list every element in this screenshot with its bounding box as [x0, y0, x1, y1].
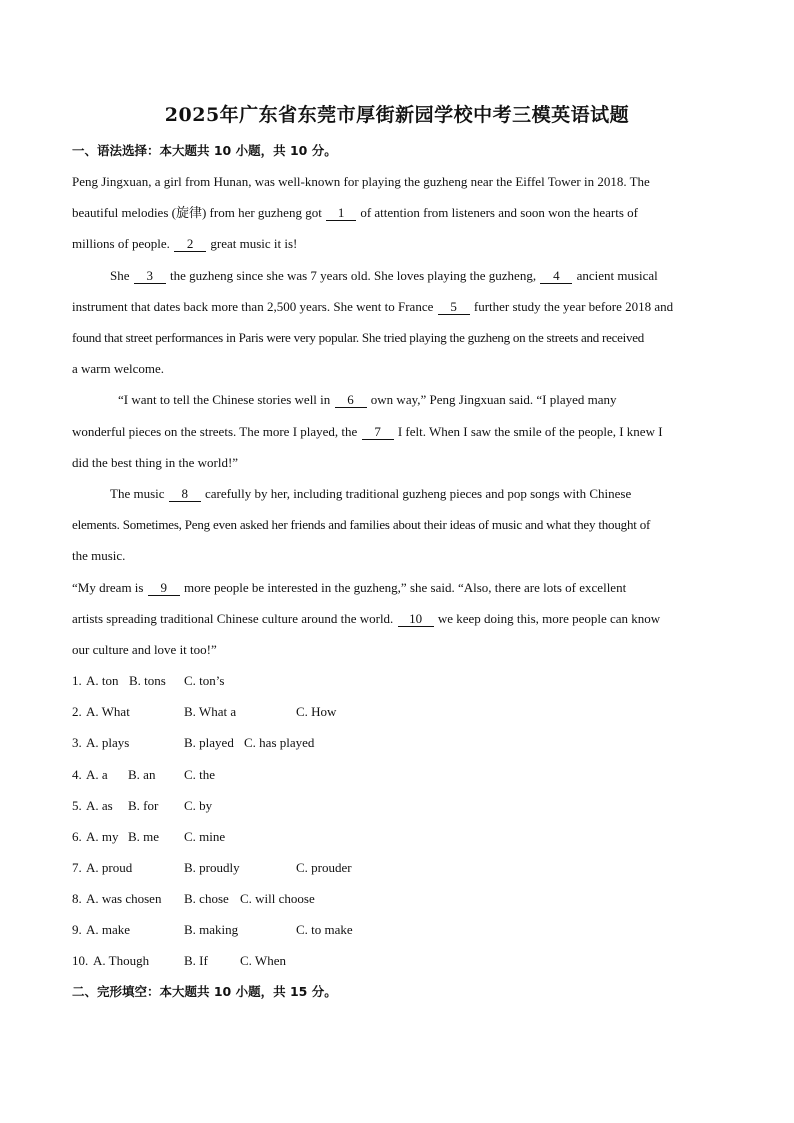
option-c: C. by [184, 797, 213, 813]
option-c: C. How [296, 704, 337, 720]
passage-text: ancient musical [576, 267, 658, 283]
question-number: 1. [72, 673, 82, 689]
option-a: A. proud [86, 859, 133, 875]
passage-text: found that street performances in Paris were very popular. She tried playing the guzheng on the streets and received [72, 330, 645, 346]
option-c: C. the [184, 766, 216, 782]
option-a: A. Though [93, 953, 150, 969]
blank-6: 6 [335, 393, 367, 408]
blank-3: 3 [134, 269, 166, 284]
passage-text: we keep doing this, more people can know [437, 610, 661, 626]
passage-text: the guzheng since she was 7 years old. She loves playing the guzheng, [170, 267, 537, 283]
passage-line [72, 540, 722, 571]
option-b: B. for [128, 797, 159, 813]
passage-text: more people be interested in the guzheng,” she said. “Also, there are lots of excellent [183, 579, 627, 595]
question-item [72, 696, 722, 727]
blank-7: 7 [362, 425, 394, 440]
passage-text: of attention from listeners and soon won the hearts of [360, 205, 638, 221]
section-heading-grammar: 一、语法选择：本大题共 10 小题，共 10 分。 [72, 143, 337, 158]
passage-line [72, 322, 722, 353]
question-list [72, 665, 722, 976]
passage [72, 166, 722, 665]
question-number: 3. [72, 735, 82, 751]
passage-text: the music. [72, 548, 126, 564]
question-item [72, 821, 722, 852]
option-a: A. as [86, 797, 113, 813]
option-b: B. tons [129, 673, 166, 689]
option-c: C. prouder [296, 859, 352, 875]
passage-line [72, 384, 722, 415]
question-number: 5. [72, 797, 82, 813]
question-item [72, 945, 722, 976]
section-heading-cloze: 二、完形填空：本大题共 10 小题，共 15 分。 [72, 984, 337, 1000]
blank-5: 5 [438, 300, 470, 315]
passage-text: a warm welcome. [72, 361, 165, 377]
blank-10: 10 [398, 612, 434, 627]
option-a: A. was chosen [86, 890, 162, 906]
blank-4: 4 [540, 269, 572, 284]
passage-text: our culture and love it too!” [72, 642, 217, 658]
passage-text: own way,” Peng Jingxuan said. “I played many [370, 392, 617, 408]
question-number: 2. [72, 704, 82, 720]
option-c: C. will choose [240, 890, 315, 906]
passage-text: The music [110, 486, 165, 502]
option-b: B. an [128, 766, 156, 782]
passage-line [72, 509, 722, 540]
option-a: A. ton [86, 673, 119, 689]
question-item [72, 665, 722, 696]
passage-text: great music it is! [210, 236, 298, 252]
passage-line [72, 197, 722, 228]
question-number: 6. [72, 828, 82, 844]
passage-line [72, 260, 722, 291]
question-number: 9. [72, 922, 82, 937]
option-b: B. making [184, 922, 239, 937]
question-number: 4. [72, 766, 82, 782]
passage-text: millions of people. [72, 236, 170, 252]
option-a: A. my [86, 828, 119, 844]
passage-line [72, 166, 722, 197]
question-number: 7. [72, 859, 82, 875]
question-number: 8. [72, 890, 82, 906]
exam-page [72, 100, 722, 1007]
question-item [72, 883, 722, 914]
passage-text: “My dream is [72, 579, 144, 595]
passage-line [72, 603, 722, 634]
passage-line [72, 228, 722, 259]
option-c: C. mine [184, 828, 226, 844]
option-b: B. me [128, 828, 160, 844]
option-a: A. What [86, 704, 130, 720]
option-c: C. has played [244, 735, 315, 751]
passage-text: Peng Jingxuan, a girl from Hunan, was well-known for playing the guzheng near the Eiffel Tower in 2018. The [72, 174, 650, 189]
passage-text: carefully by her, including traditional guzheng pieces and pop songs with Chinese [205, 486, 632, 502]
option-b: B. played [184, 735, 234, 751]
question-item [72, 852, 722, 883]
option-b: B. chose [184, 890, 229, 906]
option-b: B. What a [184, 704, 237, 720]
passage-text: beautiful melodies (旋律) from her guzheng got [72, 205, 322, 221]
option-a: A. a [86, 766, 108, 782]
passage-text: I felt. When I saw the smile of the people, I knew I [397, 423, 663, 439]
blank-9: 9 [148, 581, 180, 596]
option-a: A. make [86, 922, 131, 937]
passage-line [72, 447, 722, 478]
passage-text: wonderful pieces on the streets. The more I played, the [72, 423, 358, 439]
option-c: C. to make [296, 922, 353, 937]
passage-text: artists spreading traditional Chinese culture around the world. [72, 610, 394, 626]
option-c: C. ton’s [184, 673, 225, 689]
blank-1: 1 [326, 206, 356, 221]
passage-line [72, 353, 722, 384]
blank-2: 2 [174, 237, 206, 252]
passage-line [72, 478, 722, 509]
passage-text: further study the year before 2018 and [473, 298, 674, 314]
passage-line [72, 572, 722, 603]
option-c: C. When [240, 953, 286, 969]
passage-text: “I want to tell the Chinese stories well in [118, 392, 331, 408]
option-b: B. If [184, 953, 208, 969]
question-item [72, 790, 722, 821]
passage-text: She [110, 267, 130, 283]
page-title: 2025年广东省东莞市厚街新园学校中考三模英语试题 [164, 104, 630, 126]
option-a: A. plays [86, 735, 130, 751]
passage-text: instrument that dates back more than 2,500 years. She went to France [72, 298, 434, 314]
question-item [72, 727, 722, 758]
passage-line [72, 291, 722, 322]
passage-text: elements. Sometimes, Peng even asked her friends and families about their ideas of music and what they thought of [72, 517, 651, 533]
passage-line [72, 416, 722, 447]
question-item [72, 759, 722, 790]
passage-text: did the best thing in the world!” [72, 454, 239, 470]
option-b: B. proudly [184, 859, 240, 875]
blank-8: 8 [169, 487, 201, 502]
question-number: 10. [72, 953, 89, 969]
question-item [72, 914, 722, 945]
passage-line [72, 634, 722, 665]
